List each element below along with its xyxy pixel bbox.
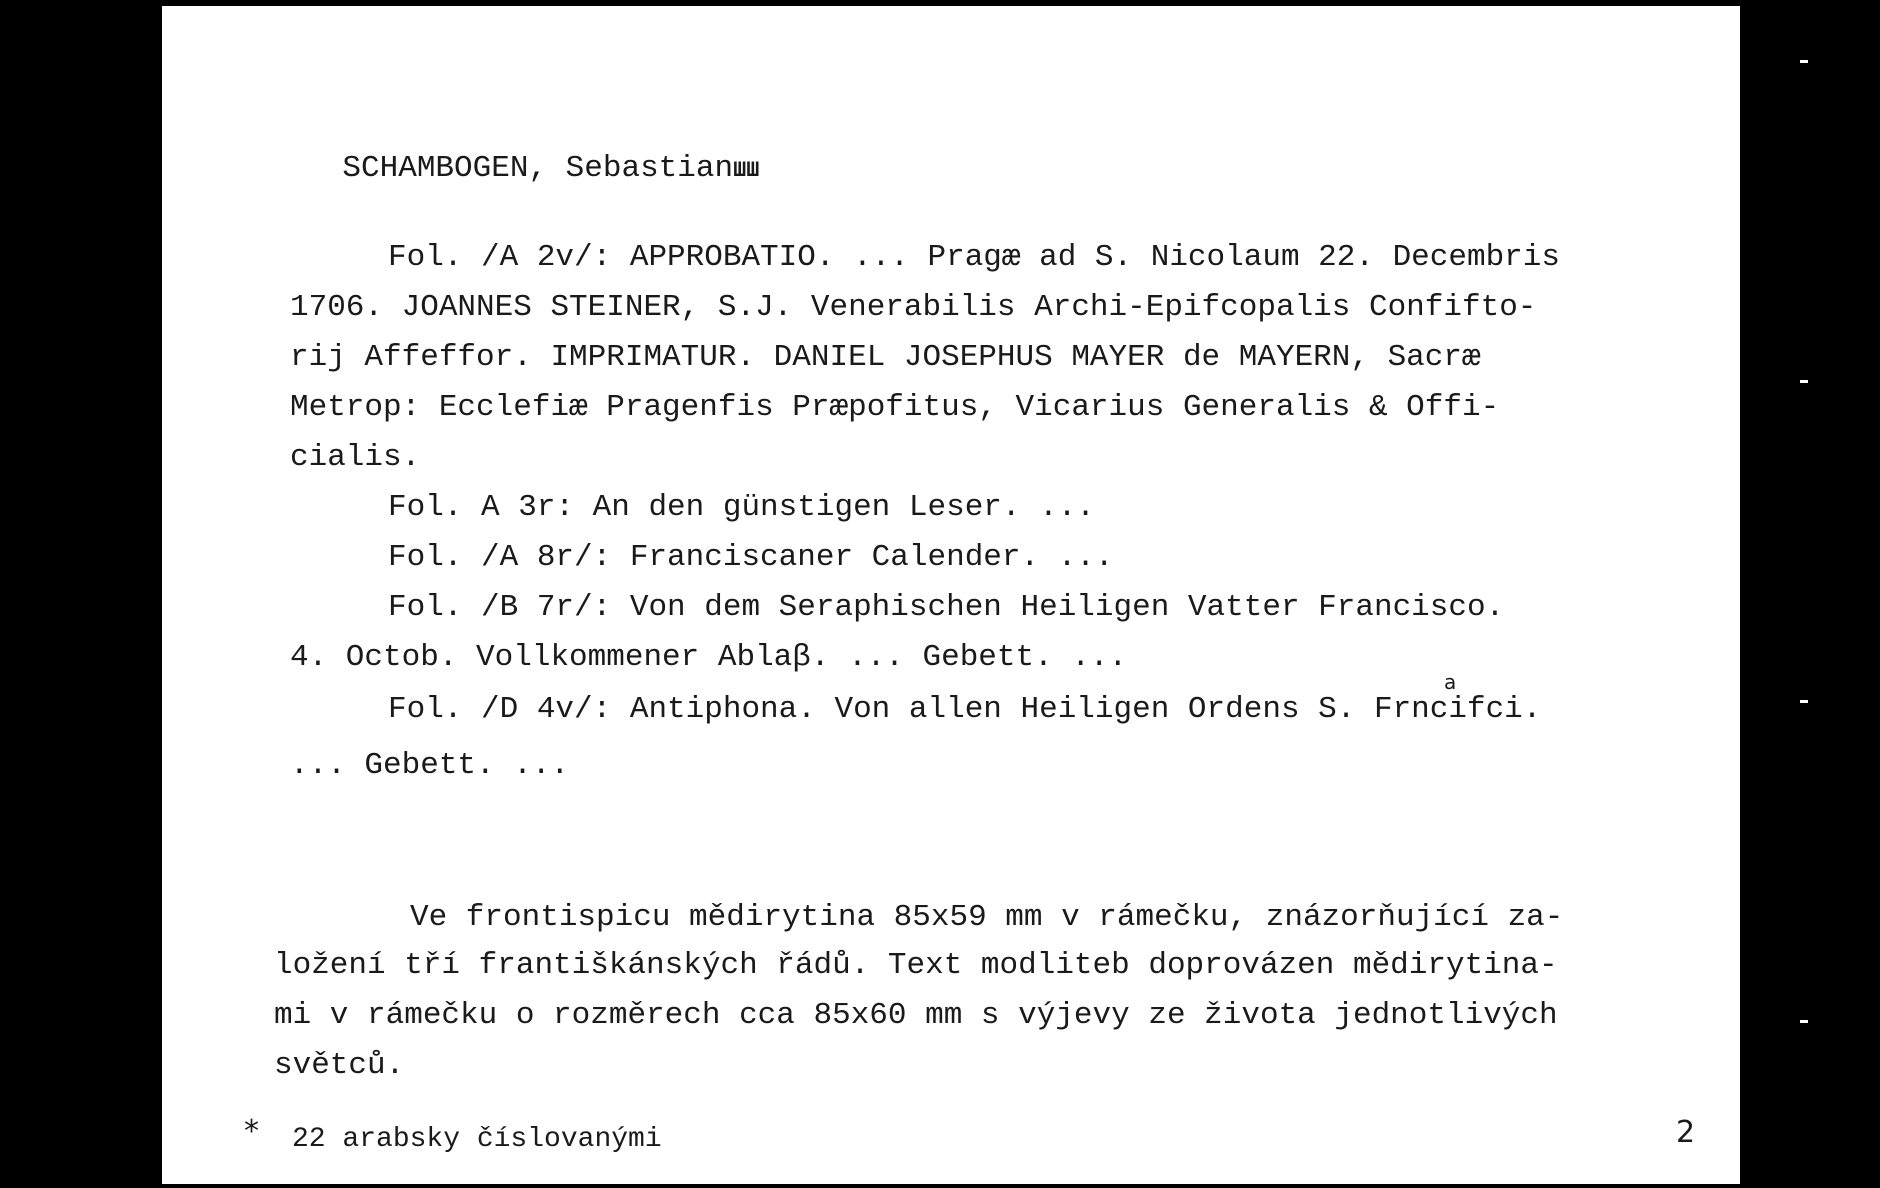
body-line-11: ... Gebett. ... <box>290 748 570 783</box>
heading-text: SCHAMBOGEN, Sebastian <box>342 151 734 186</box>
note-line-1: Ve frontispicu mědirytina 85x59 mm v rámečku, znázorňující za- <box>410 900 1564 935</box>
body-line-3: rij Affeffor. IMPRIMATUR. DANIEL JOSEPHUS MAYER de MAYERN, Sacræ <box>290 340 1481 375</box>
body-line-5: cialis. <box>290 440 421 475</box>
catalog-card <box>162 6 1740 1184</box>
footnote-mark: * <box>244 1114 259 1149</box>
footnote-text: 22 arabsky číslovanými <box>292 1124 662 1155</box>
edge-mark <box>1800 60 1808 63</box>
insertion-mark: a <box>1444 670 1457 694</box>
body-line-6: Fol. A 3r: An den günstigen Leser. ... <box>388 490 1095 525</box>
card-heading <box>268 122 760 215</box>
body-line-7: Fol. /A 8r/: Franciscaner Calender. ... <box>388 540 1114 575</box>
heading-overstrike: ШШ <box>733 158 760 183</box>
note-line-2: ložení tří františkánských řádů. Text modliteb doprovázen mědirytina- <box>274 948 1558 983</box>
body-line-9: 4. Octob. Vollkommener Ablaβ. ... Gebett. ... <box>290 640 1128 675</box>
edge-mark <box>1800 380 1808 383</box>
note-line-3: mi v rámečku o rozměrech cca 85x60 mm s výjevy ze života jednotlivých <box>274 998 1558 1033</box>
note-line-4: světců. <box>274 1048 405 1083</box>
body-line-10: Fol. /D 4v/: Antiphona. Von allen Heiligen Ordens S. Frncifci. <box>388 692 1542 727</box>
edge-mark <box>1800 1020 1808 1023</box>
page-number: 2 <box>1676 1115 1696 1150</box>
body-line-2: 1706. JOANNES STEINER, S.J. Venerabilis Archi-Epifcopalis Confifto- <box>290 290 1537 325</box>
body-line-4: Metrop: Ecclefiæ Pragenfis Præpofitus, Vicarius Generalis & Offi- <box>290 390 1500 425</box>
body-line-8: Fol. /B 7r/: Von dem Seraphischen Heiligen Vatter Francisco. <box>388 590 1505 625</box>
body-line-1: Fol. /A 2v/: APPROBATIO. ... Pragæ ad S. Nicolaum 22. Decembris <box>388 240 1560 275</box>
edge-mark <box>1800 700 1808 703</box>
